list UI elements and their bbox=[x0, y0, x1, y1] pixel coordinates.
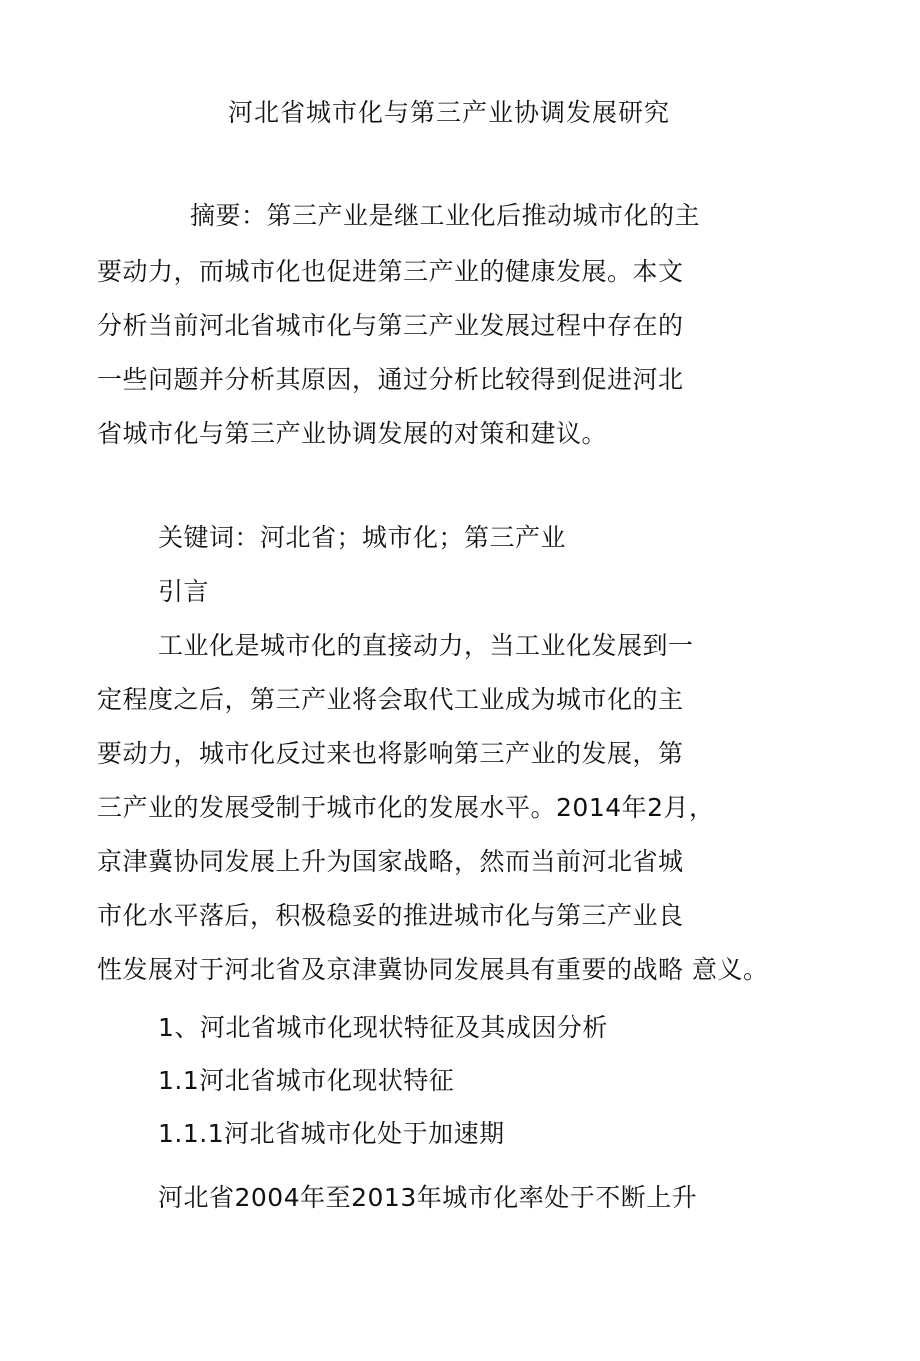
abstract-line: 省城市化与第三产业协调发展的对策和建议。 bbox=[97, 419, 608, 448]
document-title: 河北省城市化与第三产业协调发展研究 bbox=[228, 98, 671, 127]
body-paragraph-line: 河北省2004年至2013年城市化率处于不断上升 bbox=[158, 1183, 698, 1212]
intro-heading: 引言 bbox=[158, 577, 210, 606]
keywords: 关键词：河北省；城市化；第三产业 bbox=[158, 523, 567, 552]
abstract-line: 摘要：第三产业是继工业化后推动城市化的主 bbox=[190, 201, 701, 230]
intro-line: 市化水平落后，积极稳妥的推进城市化与第三产业良 bbox=[97, 901, 684, 930]
intro-line: 定程度之后，第三产业将会取代工业成为城市化的主 bbox=[97, 685, 684, 714]
intro-line: 要动力，城市化反过来也将影响第三产业的发展，第 bbox=[97, 739, 684, 768]
intro-line: 三产业的发展受制于城市化的发展水平。2014年2月， bbox=[97, 793, 715, 822]
intro-line: 京津冀协同发展上升为国家战略，然而当前河北省城 bbox=[97, 847, 684, 876]
intro-line: 性发展对于河北省及京津冀协同发展具有重要的战略 意义。 bbox=[97, 955, 769, 984]
section-heading-1: 1、河北省城市化现状特征及其成因分析 bbox=[158, 1013, 608, 1042]
abstract-line: 要动力，而城市化也促进第三产业的健康发展。本文 bbox=[97, 257, 684, 286]
section-heading-1-1: 1.1河北省城市化现状特征 bbox=[158, 1066, 455, 1095]
intro-line: 工业化是城市化的直接动力，当工业化发展到一 bbox=[158, 631, 694, 660]
abstract-line: 一些问题并分析其原因，通过分析比较得到促进河北 bbox=[97, 365, 684, 394]
abstract-line: 分析当前河北省城市化与第三产业发展过程中存在的 bbox=[97, 311, 684, 340]
section-heading-1-1-1: 1.1.1河北省城市化处于加速期 bbox=[158, 1119, 505, 1148]
